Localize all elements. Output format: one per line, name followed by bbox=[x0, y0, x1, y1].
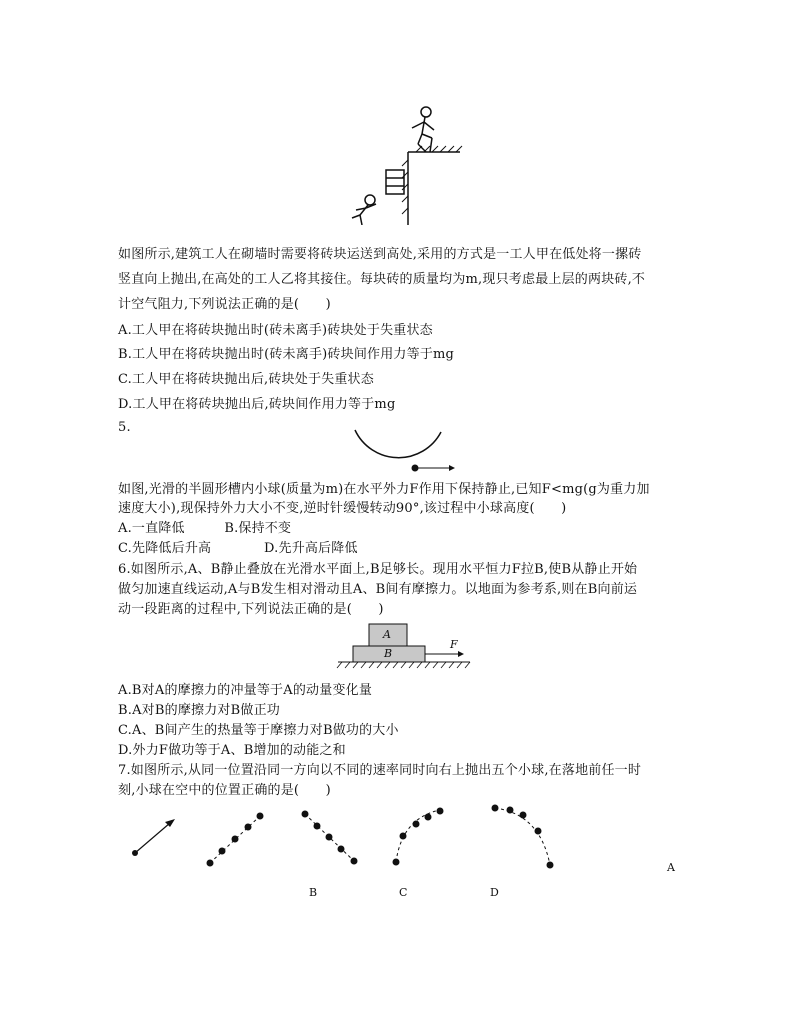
q6-option-a: A.B对A的摩擦力的冲量等于A的动量变化量 bbox=[118, 683, 373, 698]
q7-option-b-label: B bbox=[309, 886, 318, 899]
q7-option-c-label: C bbox=[399, 886, 408, 899]
q4-option-d: D.工人甲在将砖块抛出后,砖块间作用力等于mg bbox=[118, 397, 396, 412]
option-d-balls bbox=[393, 808, 444, 866]
q5-stem-line-2: 速度大小),现保持外力大小不变,逆时针缓慢转动90°,该过程中小球高度( ) bbox=[118, 501, 567, 516]
option-c-balls bbox=[302, 811, 358, 865]
q6-stem-line-3: 动一段距离的过程中,下列说法正确的是( ) bbox=[118, 602, 384, 617]
q5-option-cd: C.先降低后升高 D.先升高后降低 bbox=[118, 541, 358, 556]
q4-stem-line-2: 竖直向上抛出,在高处的工人乙将其接住。每块砖的质量均为m,现只考虑最上层的两块砖,不 bbox=[118, 272, 646, 287]
q5-stem-line-1: 如图,光滑的半圆形槽内小球(质量为m)在水平外力F作用下保持静止,已知F<mg(g为重力加 bbox=[118, 482, 650, 497]
blocks-figure bbox=[336, 622, 472, 670]
q7-option-a-label: A bbox=[667, 861, 675, 874]
q7-option-d-label: D bbox=[490, 886, 499, 899]
q6-option-d: D.外力F做功等于A、B增加的动能之和 bbox=[118, 743, 346, 758]
q6-option-b: B.A对B的摩擦力对B做正功 bbox=[118, 703, 280, 718]
q4-option-c: C.工人甲在将砖块抛出后,砖块处于失重状态 bbox=[118, 372, 374, 387]
brick-throwing-figure bbox=[340, 100, 470, 225]
q7-stem-line-1: 7.如图所示,从同一位置沿同一方向以不同的速率同时向右上抛出五个小球,在落地前任一时 bbox=[118, 763, 642, 778]
q4-stem-line-3: 计空气阻力,下列说法正确的是( ) bbox=[118, 297, 331, 312]
force-f-label: F bbox=[450, 638, 458, 651]
option-b-balls bbox=[207, 813, 264, 867]
q5-option-ab: A.一直降低 B.保持不变 bbox=[118, 521, 292, 536]
q4-stem-line-1: 如图所示,建筑工人在砌墙时需要将砖块运送到高处,采用的方式是一工人甲在低处将一摞砖 bbox=[118, 247, 642, 262]
option-arc-falling-balls bbox=[492, 805, 554, 869]
block-b-label: B bbox=[384, 647, 393, 660]
launch-direction-arrow bbox=[132, 819, 175, 856]
q4-option-b: B.工人甲在将砖块抛出时(砖未离手)砖块间作用力等于mg bbox=[118, 347, 455, 362]
q6-option-c: C.A、B间产生的热量等于摩擦力对B做功的大小 bbox=[118, 723, 399, 738]
q4-option-a: A.工人甲在将砖块抛出时(砖未离手)砖块处于失重状态 bbox=[118, 323, 433, 338]
block-a-label: A bbox=[383, 628, 391, 641]
q7-stem-line-2: 刻,小球在空中的位置正确的是( ) bbox=[118, 783, 331, 798]
q5-number: 5. bbox=[118, 420, 131, 435]
q6-stem-line-1: 6.如图所示,A、B静止叠放在光滑水平面上,B足够长。现用水平恒力F拉B,使B从静止开始 bbox=[118, 562, 638, 577]
semicircle-groove-figure bbox=[345, 428, 460, 480]
ball-positions-figure bbox=[120, 800, 560, 880]
q6-stem-line-2: 做匀加速直线运动,A与B发生相对滑动且A、B间有摩擦力。以地面为参考系,则在B向前运 bbox=[118, 582, 638, 597]
